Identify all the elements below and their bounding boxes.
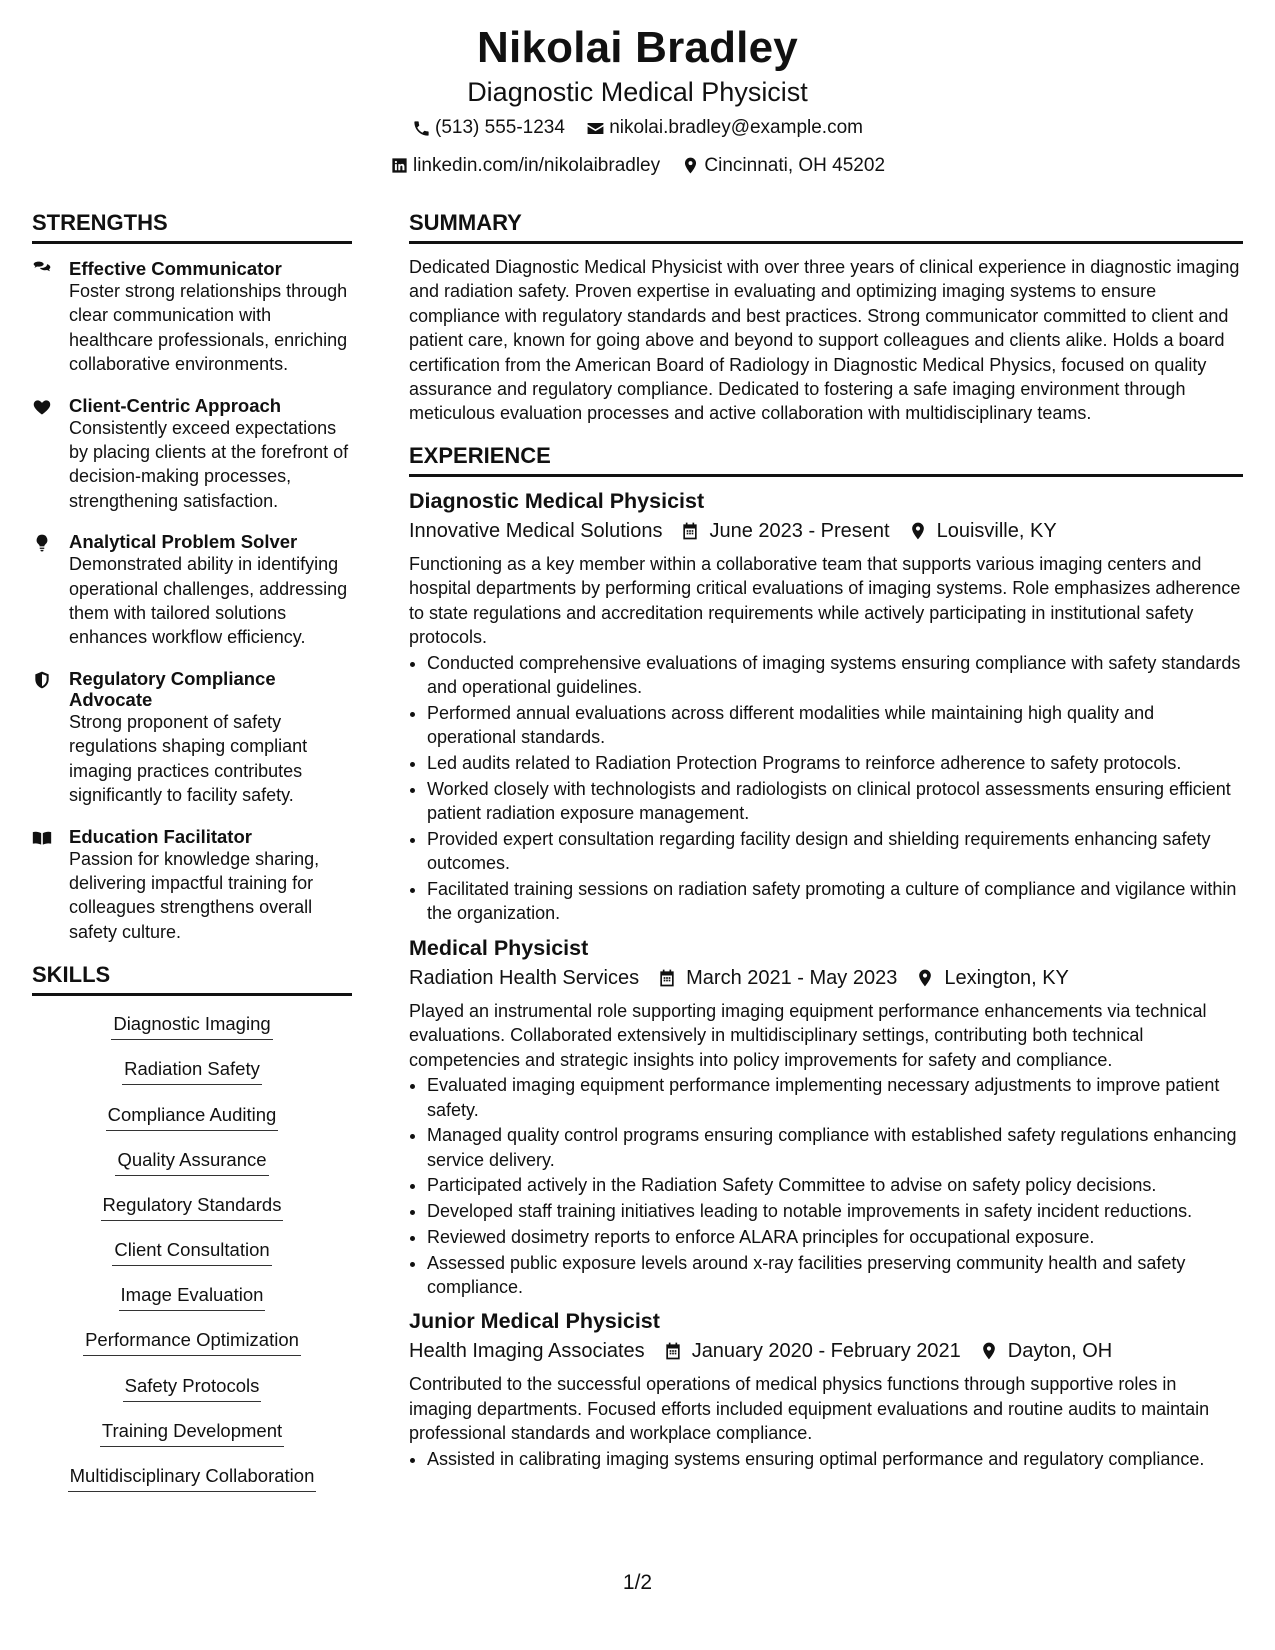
job-bullet: • Facilitated training sessions on radiation safety promoting a culture of compliance and vigilance within the organization. bbox=[427, 877, 1243, 926]
summary-heading: SUMMARY bbox=[409, 210, 1243, 244]
candidate-name: Nikolai Bradley bbox=[477, 23, 798, 72]
job-bullet: • Conducted comprehensive evaluations of imaging systems ensuring compliance with safety standards and operational guidelines. bbox=[427, 651, 1243, 700]
envelope-icon bbox=[586, 119, 605, 138]
job-location-text: Lexington, KY bbox=[944, 966, 1069, 989]
heart-icon bbox=[32, 397, 52, 417]
job-title: Diagnostic Medical Physicist bbox=[409, 488, 705, 513]
strength-item bbox=[32, 395, 352, 514]
job-dates bbox=[657, 964, 897, 992]
skills-heading: SKILLS bbox=[32, 962, 352, 996]
job-bullet: • Reviewed dosimetry reports to enforce ALARA principles for occupational exposure. bbox=[427, 1225, 1243, 1249]
job-bullet: • Assisted in calibrating imaging systems ensuring optimal performance and regulatory compliance. bbox=[427, 1447, 1243, 1471]
calendar-icon bbox=[663, 1341, 683, 1361]
job-dates bbox=[663, 1337, 961, 1365]
job-bullets bbox=[409, 1073, 1243, 1299]
skill-tag: Multidisciplinary Collaboration bbox=[68, 1464, 317, 1492]
phone-text: (513) 555-1234 bbox=[435, 117, 565, 138]
lightbulb-icon bbox=[32, 533, 52, 553]
job-meta bbox=[409, 517, 1243, 545]
map-pin-icon bbox=[681, 156, 700, 175]
job-description: Functioning as a key member within a collaborative team that supports various imaging centers and hospital departments by performing critical evaluations of imaging systems. Role emphasizes adherence to state regulations and accreditation requirements while actively participating in institutional safety protocols. bbox=[409, 553, 1241, 648]
skill-tag: Training Development bbox=[100, 1419, 284, 1447]
job-title: Junior Medical Physicist bbox=[409, 1309, 660, 1334]
calendar-icon bbox=[680, 521, 700, 541]
strength-desc: Passion for knowledge sharing, delivering impactful training for colleagues strengthens overall safety culture. bbox=[69, 848, 320, 942]
skill-tag: Radiation Safety bbox=[122, 1057, 262, 1085]
strength-desc: Consistently exceed expectations by placing clients at the forefront of decision-making processes, strengthening satisfaction. bbox=[69, 417, 349, 511]
job-location-text: Louisville, KY bbox=[936, 519, 1057, 542]
job-entry bbox=[409, 934, 1243, 1300]
map-pin-icon bbox=[908, 521, 928, 541]
email-text: nikolai.bradley@example.com bbox=[609, 117, 863, 138]
job-dates-text: March 2021 - May 2023 bbox=[686, 966, 898, 989]
job-entry bbox=[409, 1307, 1243, 1471]
job-entry bbox=[409, 487, 1243, 926]
job-bullet: • Managed quality control programs ensuring compliance with established safety regulations enhancing service delivery. bbox=[427, 1123, 1243, 1172]
job-bullet: • Evaluated imaging equipment performance implementing necessary adjustments to improve patient safety. bbox=[427, 1073, 1243, 1122]
strength-title: Regulatory Compliance Advocate bbox=[69, 667, 276, 710]
job-bullets bbox=[409, 1447, 1243, 1471]
job-location bbox=[915, 964, 1069, 992]
strength-item bbox=[32, 258, 352, 377]
linkedin-text: linkedin.com/in/nikolaibradley bbox=[412, 154, 661, 176]
skill-tag: Client Consultation bbox=[112, 1238, 271, 1266]
summary-text: Dedicated Diagnostic Medical Physicist with over three years of clinical experience in diagnostic imaging and radiation safety. Proven expertise in evaluating and optimizing imaging systems to ensure compliance with regulatory standards and best practices. Strong communicator committed to client and patient care, known for going above and beyond to support colleagues and clients alike. Holds a board certification from the American Board of Radiology in Diagnostic Medical Physics, focused on quality assurance and regulatory compliance. Dedicated to fostering a safe imaging environment through meticulous evaluation processes and active collaboration with multidisciplinary teams. bbox=[409, 257, 1240, 424]
strength-title: Education Facilitator bbox=[69, 825, 252, 847]
job-bullet: • Performed annual evaluations across different modalities while maintaining high quality and operational standards. bbox=[427, 701, 1243, 750]
job-meta bbox=[409, 1337, 1243, 1365]
skill-tag: Image Evaluation bbox=[119, 1283, 266, 1311]
skill-tag: Compliance Auditing bbox=[106, 1103, 279, 1131]
comments-icon bbox=[32, 260, 52, 280]
job-title: Medical Physicist bbox=[409, 935, 589, 960]
strength-item bbox=[32, 826, 352, 945]
strength-title: Client-Centric Approach bbox=[69, 394, 282, 416]
linkedin-contact[interactable] bbox=[390, 154, 660, 178]
contact-line-1 bbox=[0, 116, 1275, 145]
job-company: Health Imaging Associates bbox=[409, 1340, 645, 1363]
location-contact bbox=[681, 154, 885, 178]
left-column bbox=[32, 210, 352, 1509]
summary-section bbox=[409, 210, 1243, 426]
strength-title: Analytical Problem Solver bbox=[69, 531, 298, 553]
skills-section bbox=[32, 962, 352, 1509]
shield-icon bbox=[32, 670, 52, 690]
job-company: Innovative Medical Solutions bbox=[409, 519, 663, 542]
job-location-text: Dayton, OH bbox=[1007, 1340, 1113, 1363]
location-text: Cincinnati, OH 45202 bbox=[704, 154, 886, 176]
job-location bbox=[979, 1337, 1112, 1365]
strength-desc: Foster strong relationships through clear communication with healthcare professionals, enriching collaborative environments. bbox=[69, 281, 348, 375]
job-company: Radiation Health Services bbox=[409, 966, 640, 989]
strength-title: Effective Communicator bbox=[69, 258, 282, 279]
map-pin-icon bbox=[915, 968, 935, 988]
strengths-section bbox=[32, 210, 352, 944]
skill-tag: Regulatory Standards bbox=[101, 1193, 284, 1221]
resume-header bbox=[0, 22, 1275, 182]
email-contact[interactable] bbox=[586, 116, 863, 140]
experience-heading: EXPERIENCE bbox=[409, 443, 1243, 477]
job-bullet: • Provided expert consultation regarding facility design and shielding requirements enhancing safety outcomes. bbox=[427, 827, 1243, 876]
linkedin-icon bbox=[390, 156, 409, 175]
strengths-heading: STRENGTHS bbox=[32, 210, 352, 244]
job-meta bbox=[409, 964, 1243, 992]
skill-tag: Performance Optimization bbox=[83, 1328, 301, 1356]
job-dates-text: January 2020 - February 2021 bbox=[691, 1340, 961, 1363]
book-icon bbox=[32, 828, 52, 848]
job-description: Played an instrumental role supporting imaging equipment performance enhancements via technical evaluations. Collaborated extensively in multidisciplinary settings, contributing both technical competencies and strategic insights into policy improvements for safety and compliance. bbox=[409, 1000, 1207, 1070]
job-location bbox=[908, 517, 1057, 545]
job-description: Contributed to the successful operations of medical physics functions through supportive roles in imaging departments. Focused efforts included equipment evaluations and routine audits to maintain professional standards and workplace compliance. bbox=[409, 1374, 1210, 1444]
contact-line-2 bbox=[0, 154, 1275, 183]
skill-tag: Quality Assurance bbox=[115, 1148, 268, 1176]
experience-section bbox=[409, 443, 1243, 1471]
strength-desc: Demonstrated ability in identifying operational challenges, addressing them with tailored solutions enhances workflow efficiency. bbox=[69, 554, 348, 648]
calendar-icon bbox=[657, 968, 677, 988]
page-number: 1/2 bbox=[622, 1571, 653, 1594]
map-pin-icon bbox=[979, 1341, 999, 1361]
job-bullet: • Developed staff training initiatives leading to notable improvements in safety incident reductions. bbox=[427, 1199, 1243, 1223]
right-column bbox=[409, 210, 1243, 1483]
skill-tag: Safety Protocols bbox=[123, 1374, 262, 1402]
job-bullet: • Participated actively in the Radiation Safety Committee to advise on safety policy decisions. bbox=[427, 1173, 1243, 1197]
job-bullet: • Worked closely with technologists and radiologists on clinical protocol assessments ensuring efficient patient radiation exposure management. bbox=[427, 777, 1243, 826]
strength-desc: Strong proponent of safety regulations shaping compliant imaging practices contributes significantly to facility safety. bbox=[69, 711, 308, 806]
job-dates-text: June 2023 - Present bbox=[709, 519, 890, 542]
strength-item bbox=[32, 531, 352, 650]
job-bullet: • Assessed public exposure levels around x-ray facilities preserving community health and safety compliance. bbox=[427, 1251, 1243, 1300]
phone-contact bbox=[412, 116, 565, 140]
candidate-title: Diagnostic Medical Physicist bbox=[467, 77, 808, 107]
job-bullets bbox=[409, 651, 1243, 926]
strength-item bbox=[32, 668, 352, 808]
phone-icon bbox=[412, 119, 431, 138]
job-dates bbox=[680, 517, 889, 545]
job-bullet: • Led audits related to Radiation Protection Programs to reinforce adherence to safety protocols. bbox=[427, 751, 1243, 775]
skill-tag: Diagnostic Imaging bbox=[111, 1012, 272, 1040]
